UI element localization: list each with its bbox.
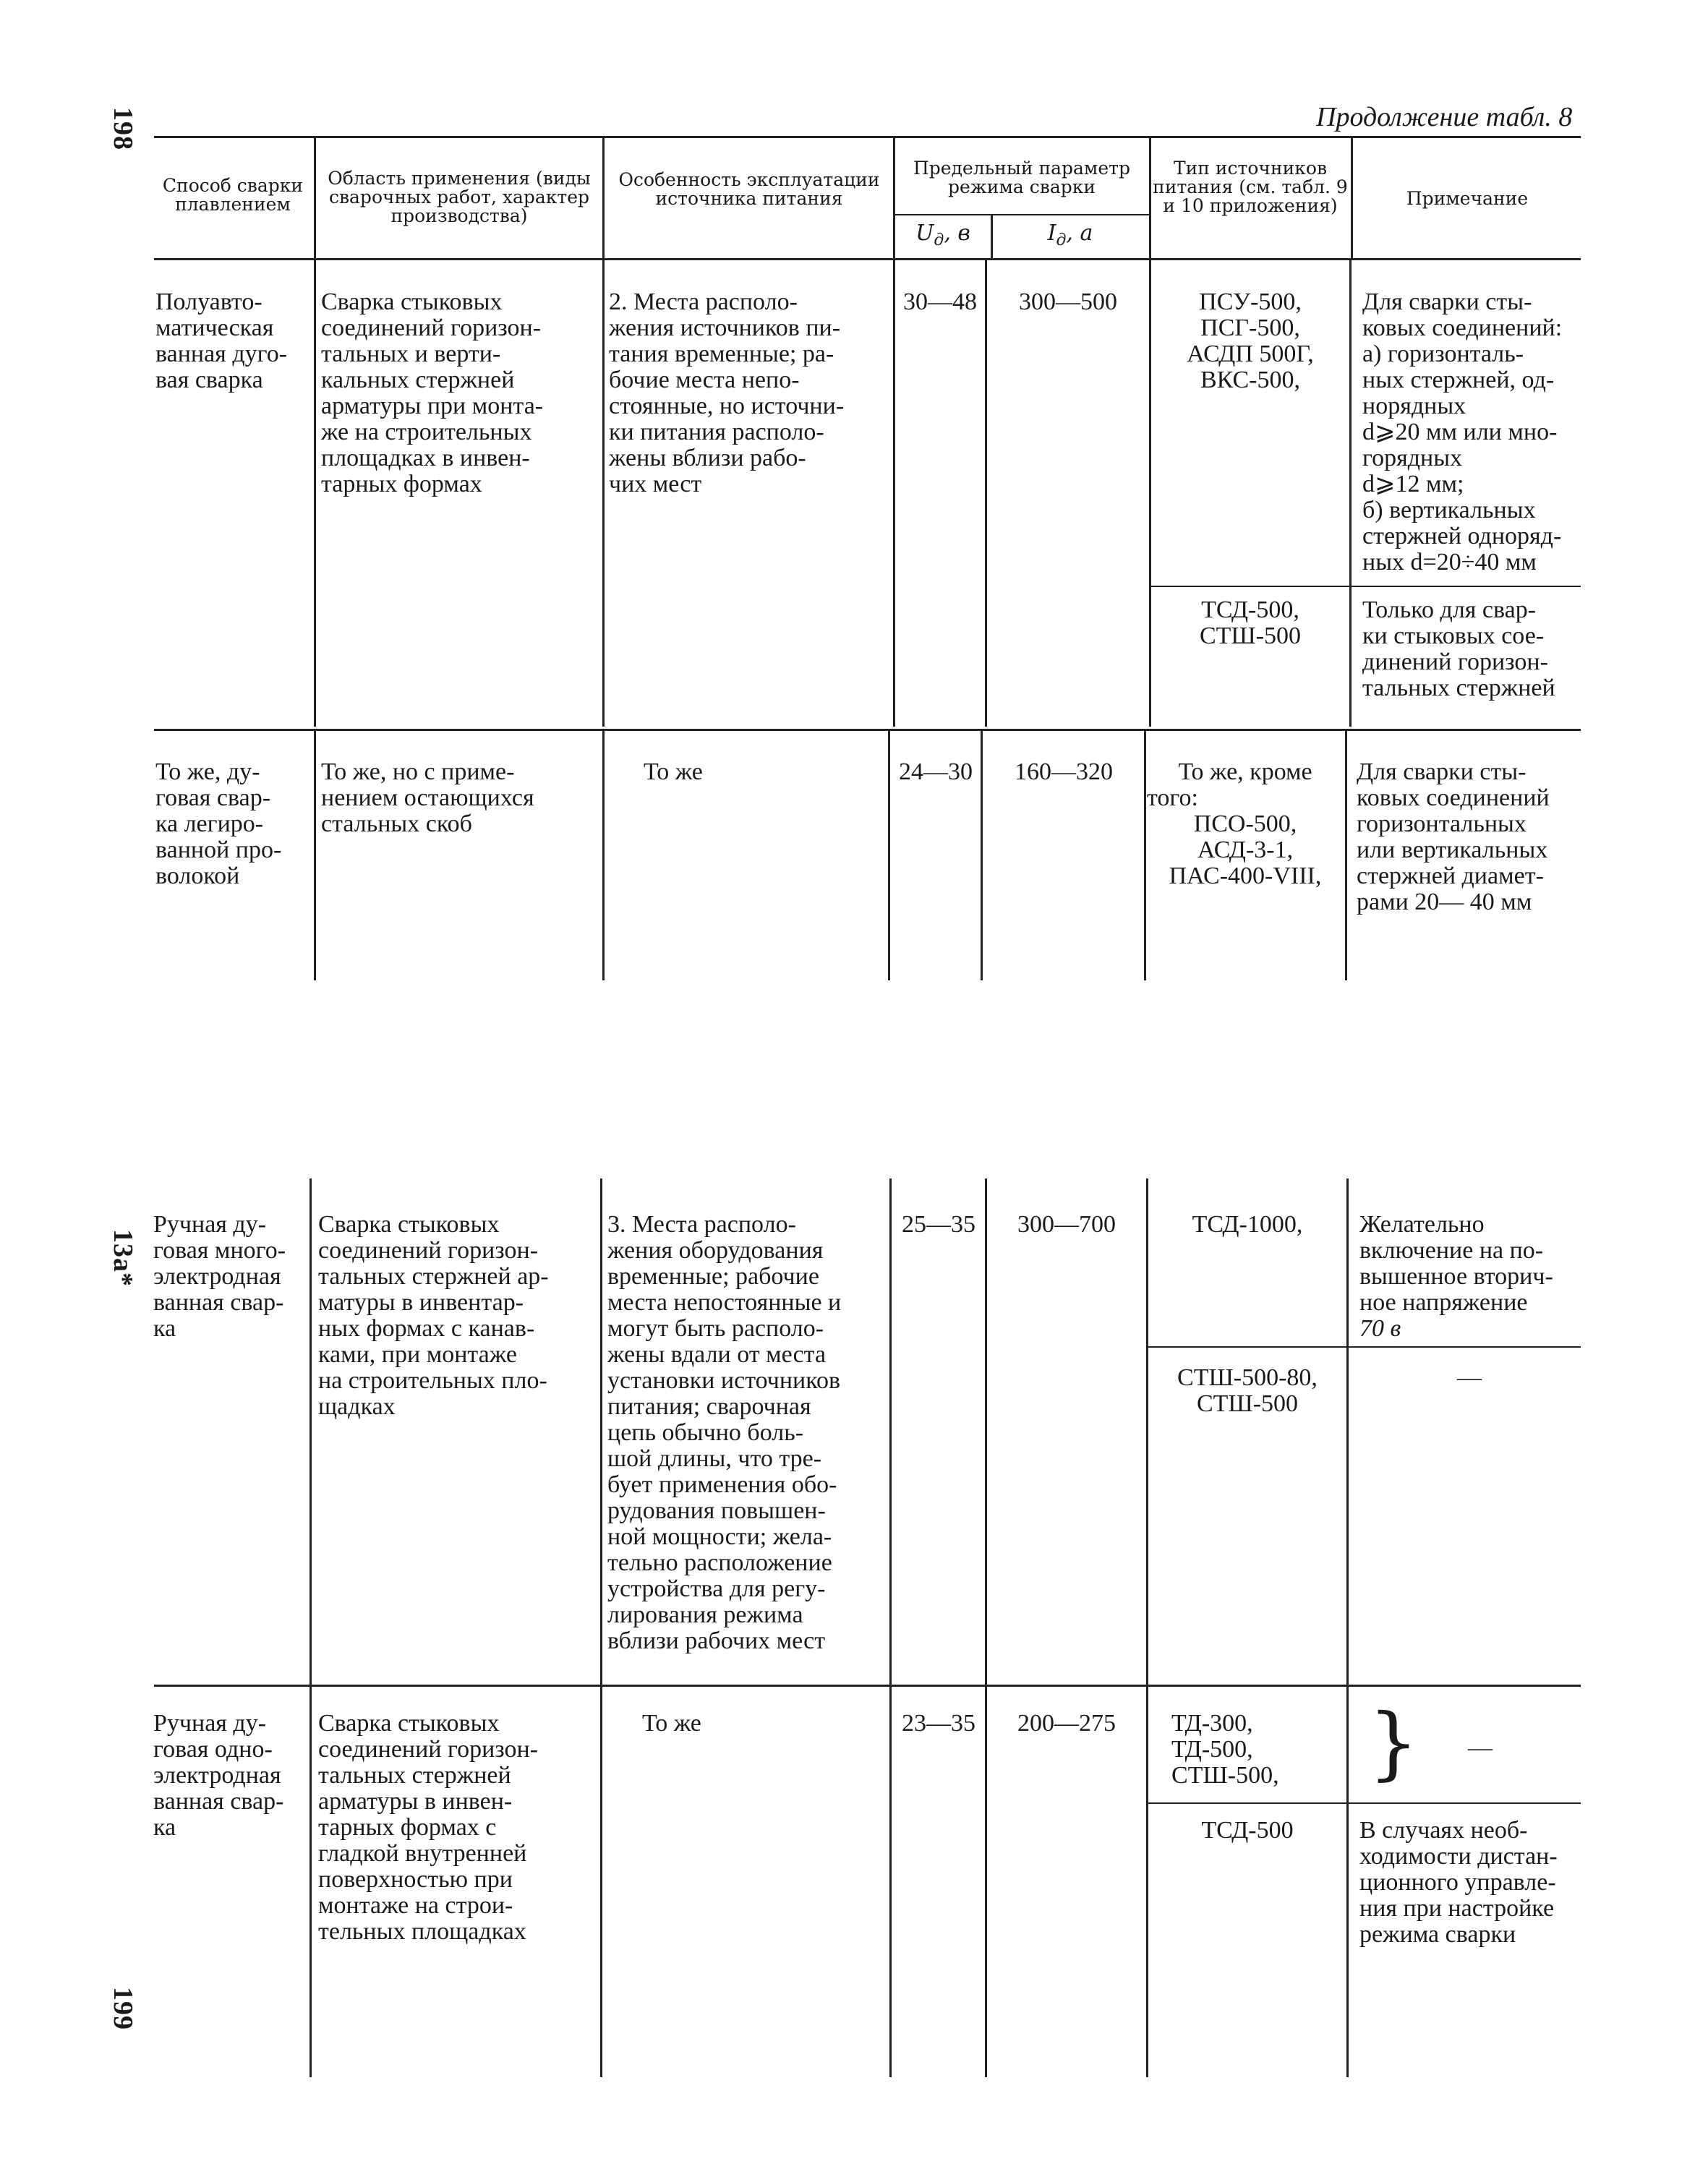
- header-current: $I_д$, а: [1047, 221, 1093, 249]
- page-number-top: 198: [108, 107, 138, 150]
- subrow-rule: [1146, 1346, 1581, 1348]
- cell-current: 300—500: [1019, 288, 1117, 315]
- column-rule: [309, 1687, 312, 2077]
- cell-area: Сварка стыковых соединений горизон- тальных и верти- кальных стержней арматуры при монта- же на строительных площадках в инвен- тарных формах: [321, 288, 544, 497]
- column-rule: [1345, 731, 1347, 980]
- header-divider: [1149, 137, 1151, 259]
- subrow-rule: [1146, 1802, 1581, 1804]
- header-area: Область применения (виды сварочных работ, характер производства): [328, 168, 591, 226]
- cell-note: Для сварки сты- ковых соединений горизонтальных или вертикальных стержней диамет- рами 20— 40 мм: [1357, 758, 1550, 915]
- header-divider: [991, 215, 993, 259]
- column-rule: [981, 731, 983, 980]
- cell-current: 300—700: [1017, 1211, 1116, 1238]
- column-rule: [1146, 1687, 1148, 2077]
- column-rule: [888, 731, 890, 980]
- cell-sources: ПСУ-500, ПСГ-500, АСДП 500Г, ВКС-500,: [1187, 288, 1314, 393]
- cell-sources: ТД-300, ТД-500, СТШ-500,: [1171, 1710, 1279, 1789]
- cell-feature: То же: [644, 758, 703, 785]
- signature-mark: 13а*: [108, 1229, 138, 1287]
- header-sources: Тип источников питания (см. табл. 9 и 10 приложения): [1153, 158, 1348, 216]
- column-rule: [889, 1178, 892, 1685]
- cell-note: —: [1468, 1734, 1493, 1761]
- subrow-rule: [1149, 586, 1581, 587]
- header-feature: Особенность эксплуатации источника питания: [618, 169, 880, 209]
- column-rule: [1346, 1178, 1349, 1685]
- column-rule: [602, 260, 605, 727]
- header-top-rule: [154, 136, 1581, 138]
- cell-method: Ручная ду- говая много- электродная ванная свар- ка: [153, 1211, 286, 1342]
- cell-method: Ручная ду- говая одно- электродная ванная свар- ка: [153, 1710, 284, 1841]
- cell-feature: То же: [642, 1710, 701, 1737]
- cell-method: То же, ду- говая свар- ка легиро- ванной про- волокой: [155, 758, 282, 889]
- cell-sources: То же, кроме того: ПСО-500, АСД-3-1, ПАС-400-VIII,: [1147, 758, 1322, 889]
- continuation-label: Продолжение табл. 8: [1316, 102, 1573, 132]
- column-rule: [893, 260, 895, 727]
- column-rule: [309, 1178, 312, 1685]
- header-divider: [314, 137, 316, 259]
- cell-feature: 3. Места располо- жения оборудования временные; рабочие места непостоянные и могут быть располо- жены вдали от места установки источников питания; сварочная цепь обычно боль- шой длины, что тре- бует применения обо- рудования повышен- ной мощности; жела- тельно расположение устройства для регу- лирования режима вблизи рабочих мест: [607, 1211, 842, 1654]
- cell-sources: ТСД-1000,: [1192, 1211, 1303, 1238]
- column-rule: [314, 260, 316, 727]
- cell-note: Для сварки сты- ковых соединений: а) горизонталь- ных стержней, од- норядных d⩾20 мм или мно- горядных d⩾12 мм; б) вертикальных стержней однoряд- ных d=20÷40 мм: [1362, 288, 1563, 576]
- cell-note: Желательно включение на по- вышенное вторич- ное напряжение 70 в: [1359, 1211, 1553, 1342]
- column-rule: [600, 1687, 602, 2077]
- cell-method: Полуавто- матическая ванная дуго- вая сварка: [155, 288, 288, 393]
- header-method: Способ сварки плавлением: [162, 175, 304, 215]
- cell-feature: 2. Места располо- жения источников пи- тания временные; ра- бочие места непо- стоянные, но источни- ки питания располо- жены вблизи рабо- чих мест: [609, 288, 845, 497]
- column-rule: [985, 1687, 987, 2077]
- cell-sources: СТШ-500-80, СТШ-500: [1177, 1364, 1318, 1417]
- header-parameter: Предельный параметр режима сварки: [913, 158, 1130, 197]
- cell-voltage: 23—35: [902, 1710, 975, 1737]
- header-bottom-rule: [154, 258, 1581, 260]
- header-note: Примечание: [1406, 188, 1529, 209]
- column-rule: [1146, 1178, 1148, 1685]
- header-voltage: $U_д$, в: [915, 221, 970, 249]
- cell-note: —: [1457, 1364, 1482, 1391]
- column-rule: [1144, 731, 1146, 980]
- cell-area: То же, но с приме- нением остающихся стальных скоб: [321, 758, 534, 837]
- column-rule: [985, 1178, 987, 1685]
- column-rule: [1349, 260, 1352, 727]
- header-divider: [1351, 137, 1353, 259]
- cell-current: 200—275: [1017, 1710, 1116, 1737]
- header-divider: [893, 137, 895, 259]
- page-number-bottom: 199: [108, 1987, 138, 2030]
- row-rule: [154, 1685, 1581, 1687]
- brace-icon: }: [1368, 1696, 1419, 1789]
- column-rule: [1346, 1687, 1349, 2077]
- cell-note: Только для свар- ки стыковых сое- динений горизон- тальных стержней: [1362, 596, 1555, 701]
- cell-note: В случаях необ- ходимости дистан- ционного управле- ния при настройке режима сварки: [1359, 1817, 1558, 1948]
- column-rule: [889, 1687, 892, 2077]
- header-sub-rule: [893, 214, 1149, 215]
- cell-sources: ТСД-500, СТШ-500: [1199, 596, 1302, 649]
- cell-area: Сварка стыковых соединений горизон- тальных стержней арматуры в инвен- тарных формах с гладкой внутренней поверхностью при монтаже на строи- тельных площадках: [318, 1710, 539, 1945]
- column-rule: [1149, 260, 1151, 727]
- column-rule: [985, 260, 987, 727]
- cell-voltage: 24—30: [899, 758, 973, 785]
- cell-voltage: 30—48: [903, 288, 977, 315]
- cell-area: Сварка стыковых соединений горизон- тальных стержней ар- матуры в инвентар- ных формах с канав- ками, при монтаже на строительных пло- щадках: [318, 1211, 549, 1420]
- cell-current: 160—320: [1015, 758, 1113, 785]
- column-rule: [602, 731, 605, 980]
- column-rule: [600, 1178, 602, 1685]
- cell-voltage: 25—35: [902, 1211, 975, 1238]
- header-divider: [602, 137, 605, 259]
- column-rule: [314, 731, 316, 980]
- cell-sources: ТСД-500: [1201, 1817, 1294, 1844]
- row-rule: [154, 729, 1581, 731]
